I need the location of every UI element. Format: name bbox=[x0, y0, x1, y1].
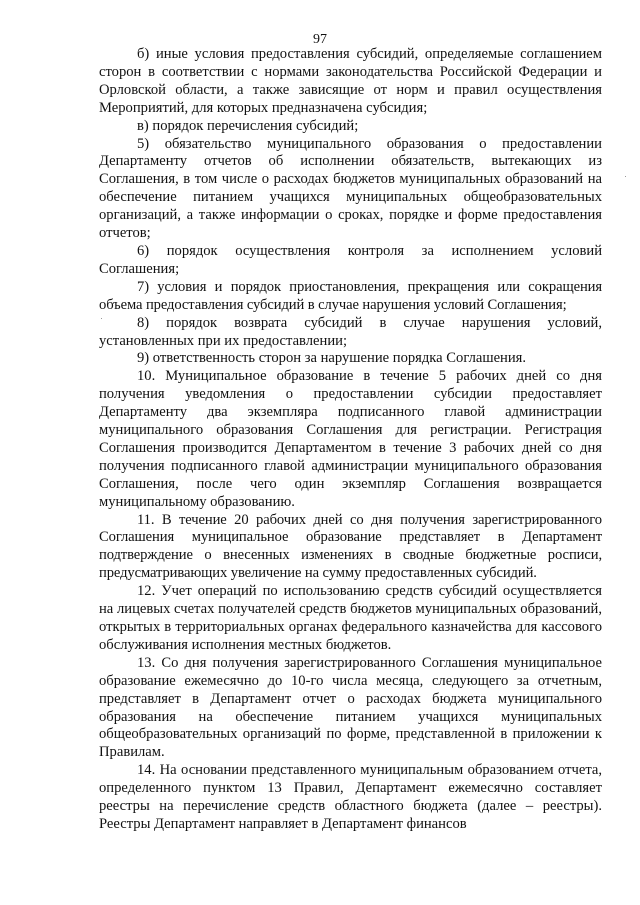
paragraph-section-13: 13. Со дня получения зарегистрированного Соглашения муниципальное образование ежемесячно до 10-го числа месяца, следующего за отчетным, представляет в Департамент отчет о расходах бюджета муниципального образования на обеспечение питанием учащихся муниципальных общеобразовательных организаций по форме, представленной в приложении к Правилам. bbox=[99, 654, 602, 761]
page-number: 97 bbox=[313, 32, 327, 47]
paragraph-item-7: 7) условия и порядок приостановления, прекращения или сокращения объема предоставления субсидий в случае нарушения условий Соглашения; bbox=[99, 278, 602, 313]
scan-speck bbox=[625, 176, 626, 177]
paragraph-item-9: 9) ответственность сторон за нарушение порядка Соглашения. bbox=[137, 350, 527, 367]
paragraph-section-14: 14. На основании представленного муниципальным образованием отчета, определенного пунктом 13 Правил, Департамент ежемесячно составляет реестры на перечисление средств областного бюджета (далее – реестры). Реестры Департамент направляет в Департамент финансов bbox=[99, 762, 602, 832]
paragraph-conditions-b: б) иные условия предоставления субсидий, определяемые соглашением сторон в соответствии с нормами законодательства Российской Федерации и Орловской области, а также зависящие от норм и правил осуществления Мероприятий, для которых предназначена субсидия; bbox=[99, 46, 602, 116]
paragraph-item-8: 8) порядок возврата субсидий в случае нарушения условий, установленных при их предоставлении; bbox=[99, 314, 602, 349]
document-body bbox=[99, 46, 602, 834]
paragraph-conditions-v: в) порядок перечисления субсидий; bbox=[137, 117, 359, 134]
scan-speck bbox=[101, 318, 102, 319]
paragraph-section-10: 10. Муниципальное образование в течение 5 рабочих дней со дня получения уведомления о предоставлении субсидии предоставляет Департаменту два экземпляра подписанного главой администрации муниципального образования Соглашения для регистрации. Регистрация Соглашения производится Департаментом в течение 3 рабочих дней со дня получения подписанного главой администрации муниципального образования Соглашения, после чего один экземпляр Соглашения возвращается муниципальному образованию. bbox=[99, 368, 602, 510]
paragraph-section-11: 11. В течение 20 рабочих дней со дня получения зарегистрированного Соглашения муниципальное образование представляет в Департамент подтверждение о внесенных изменениях в сводные бюджетные росписи, предусматривающих увеличение на сумму предоставленных субсидий. bbox=[99, 511, 602, 582]
paragraph-item-6: 6) порядок осуществления контроля за исполнением условий Соглашения; bbox=[99, 242, 602, 277]
paragraph-section-12: 12. Учет операций по использованию средств субсидий осуществляется на лицевых счетах получателей средств бюджетов муниципальных образований, открытых в территориальных органах федерального казначейства для кассового обслуживания исполнения местных бюджетов. bbox=[99, 583, 602, 653]
paragraph-item-5: 5) обязательство муниципального образования о предоставлении Департаменту отчетов об исполнении обязательств, вытекающих из Соглашения, в том числе о расходах бюджетов муниципальных образований на обеспечение питанием учащихся муниципальных общеобразовательных организаций, а также информации о сроках, порядке и форме предоставления отчетов; bbox=[99, 135, 602, 242]
